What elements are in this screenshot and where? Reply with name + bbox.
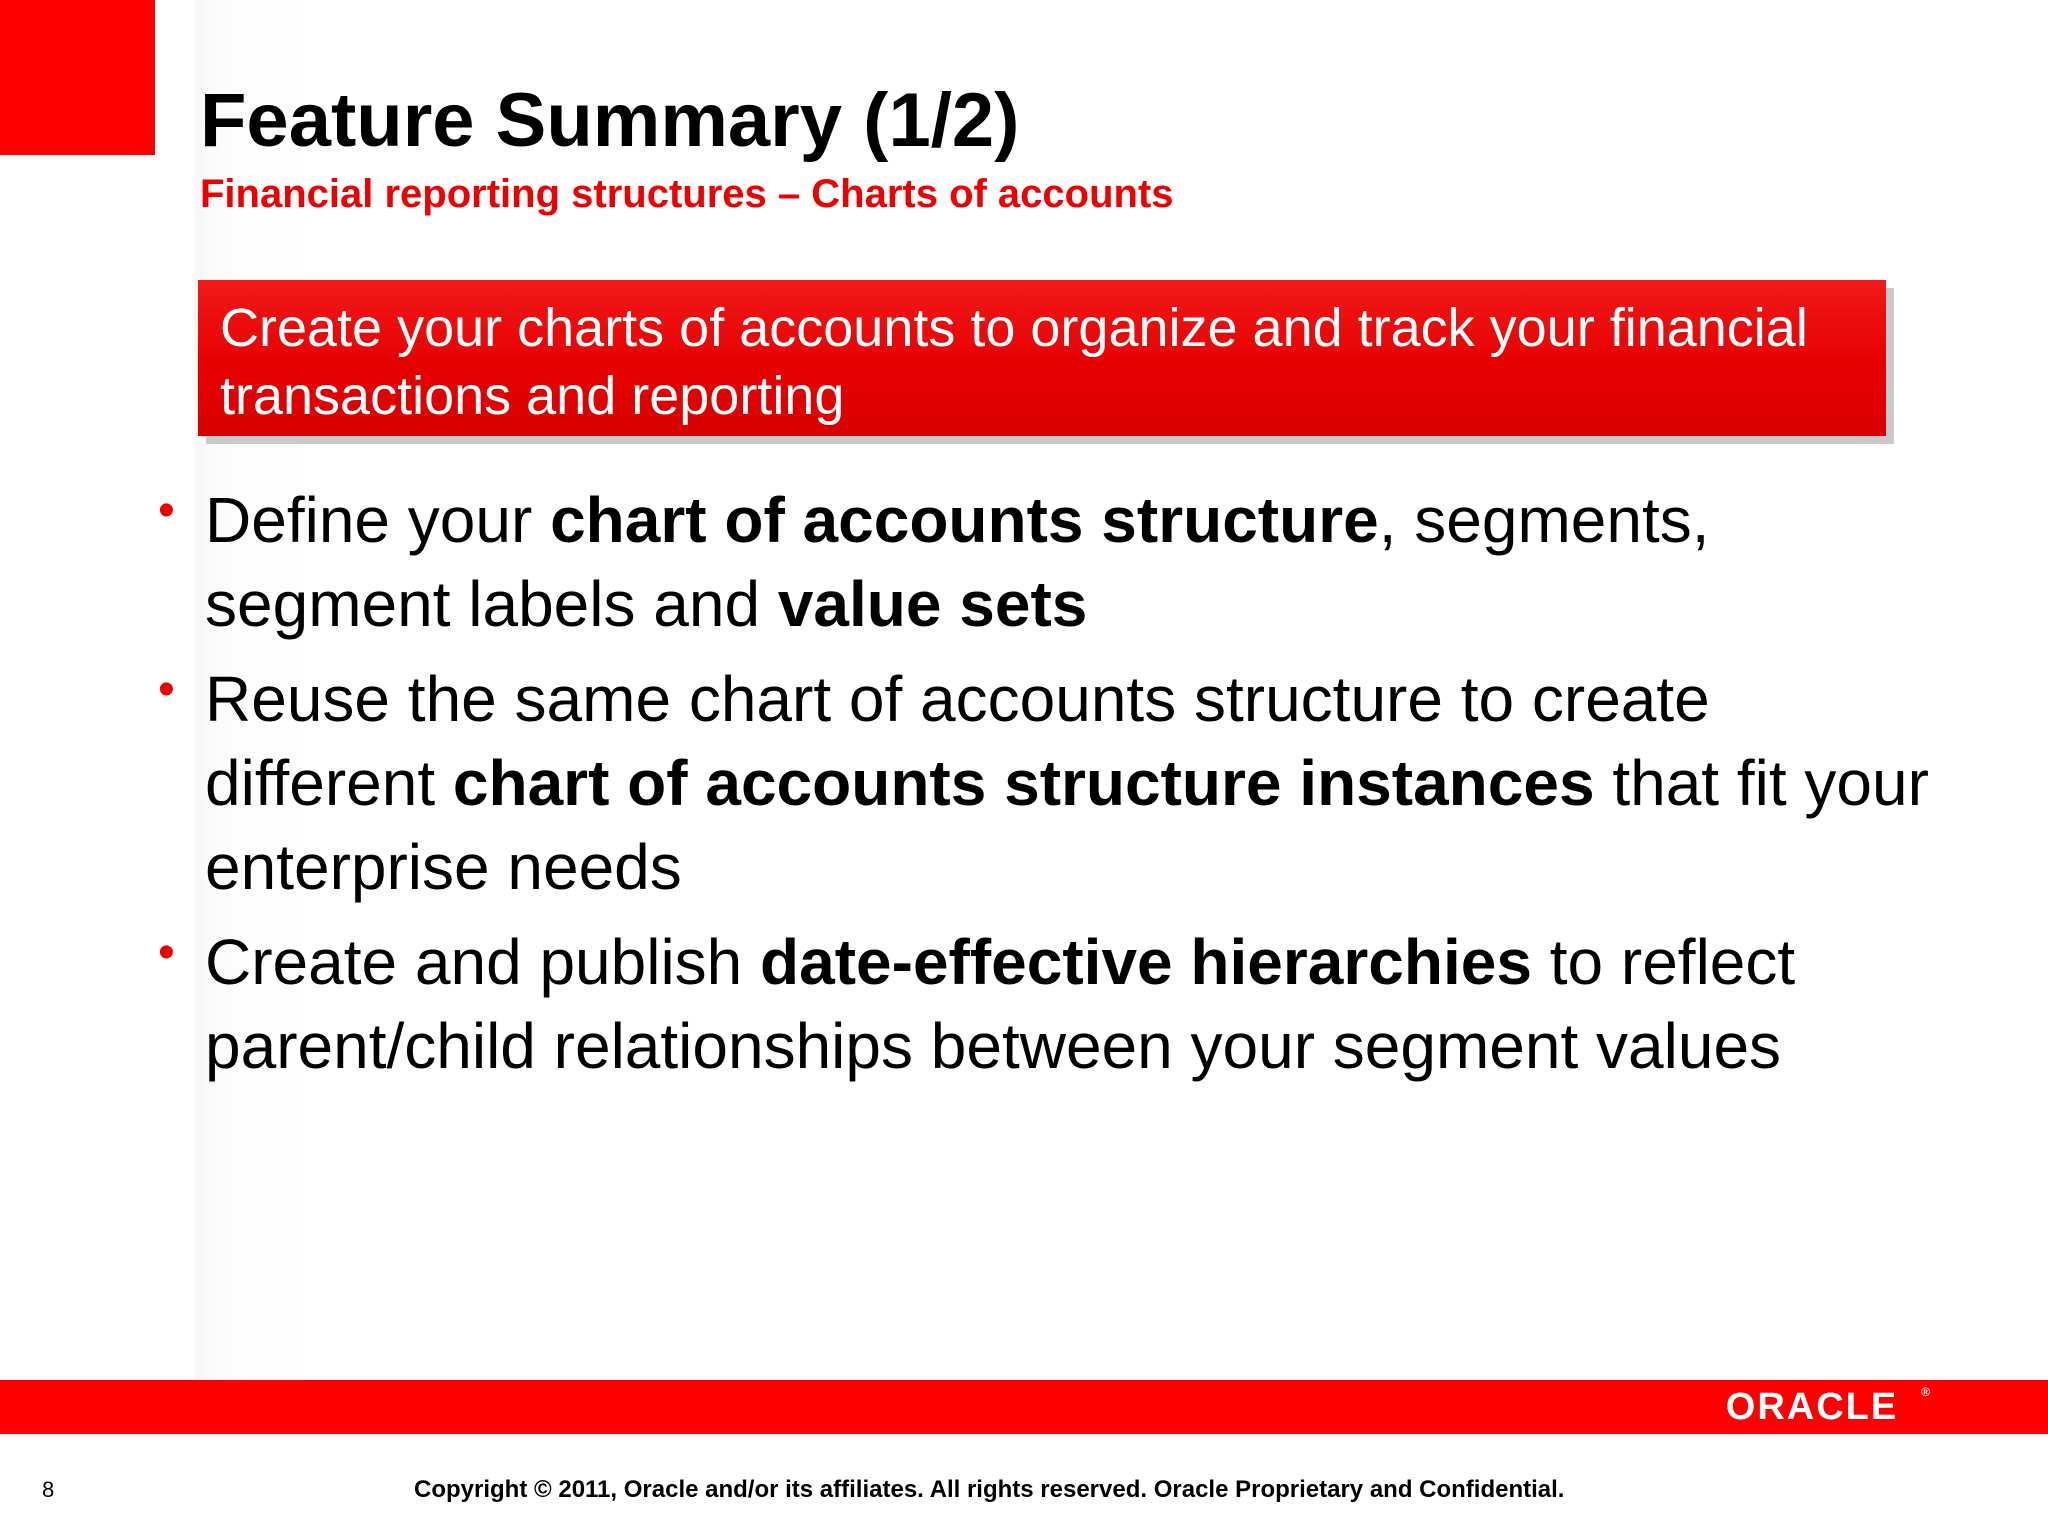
bullet-dot-icon: • xyxy=(158,484,175,537)
bullet-text xyxy=(205,484,1710,640)
bullet-text xyxy=(205,663,1929,903)
callout-text: Create your charts of accounts to organize and track your financial transactions and reporting xyxy=(220,298,1808,426)
bullet-text-part: , segments, segment labels and xyxy=(205,484,1710,640)
copyright-notice: Copyright © 2011, Oracle and/or its affiliates. All rights reserved. Oracle Proprietary and Confidential. xyxy=(414,1476,1565,1503)
bullet-text-bold: chart of accounts structure xyxy=(550,484,1379,556)
slide-subtitle: Financial reporting structures – Charts of accounts xyxy=(200,172,1174,216)
bullet-item xyxy=(150,478,1950,646)
slide-title: Feature Summary (1/2) xyxy=(200,78,1020,163)
bullet-text-part: that fit your enterprise needs xyxy=(205,747,1929,903)
oracle-logo-text: ORACLE xyxy=(1725,1385,1899,1428)
bullet-dot-icon: • xyxy=(158,926,175,979)
bullet-text-bold: chart of accounts structure instances xyxy=(452,747,1595,819)
bullet-text-part: Define your xyxy=(205,484,551,556)
bullet-text-bold: date-effective hierarchies xyxy=(760,926,1532,998)
oracle-logo xyxy=(1706,1385,1930,1428)
registered-mark-icon: ® xyxy=(1921,1385,1930,1399)
bullet-text-part: to reflect parent/child relationships between your segment values xyxy=(205,926,1796,1082)
red-corner-block xyxy=(0,0,155,155)
bullet-text xyxy=(205,926,1795,1082)
bullet-text-part: Create and publish xyxy=(205,926,761,998)
bullet-list xyxy=(150,478,1950,1099)
bullet-text-bold: value sets xyxy=(777,568,1088,640)
bullet-dot-icon: • xyxy=(158,663,175,716)
bullet-item xyxy=(150,920,1950,1088)
bullet-text-part: Reuse the same chart of accounts structure to create different xyxy=(205,663,1710,819)
page-number: 8 xyxy=(42,1477,55,1502)
bullet-item xyxy=(150,657,1950,909)
callout-box xyxy=(198,280,1886,436)
